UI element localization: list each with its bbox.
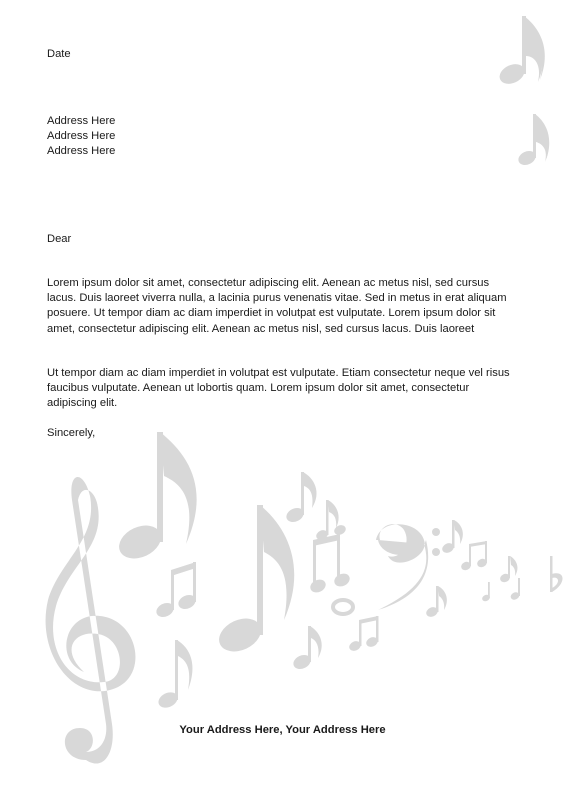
- eighth-note-icon: [156, 640, 193, 711]
- address-line: Address Here: [47, 115, 116, 127]
- beamed-notes-icon: [460, 541, 488, 572]
- eighth-note-icon: [441, 520, 463, 555]
- footer-address: [0, 724, 565, 736]
- eighth-note-icon: [284, 472, 316, 525]
- treble-clef-icon: [46, 477, 136, 764]
- eighth-note-icon: [425, 586, 447, 619]
- closing: Sincerely,: [47, 427, 96, 439]
- beamed-notes-icon: [154, 562, 198, 620]
- footer-address-text: Your Address Here, Your Address Here: [179, 724, 386, 736]
- bass-clef-icon: [376, 524, 440, 610]
- eighth-note-icon: [214, 505, 295, 658]
- eighth-note-icon: [114, 432, 197, 565]
- eighth-note-icon: [481, 578, 520, 602]
- beamed-notes-icon: [308, 500, 353, 614]
- date-label: Date: [47, 48, 71, 60]
- body-paragraph-1: Lorem ipsum dolor sit amet, consectetur adipiscing elit. Aenean ac metus nisl, sed cursus lacus. Duis laoreet viverra nulla, a lacinia purus venenatis vitae. Sed in metus in erat aliquam posuere. Ut tempor diam ac diam imperdiet in volutpat est vulputate. Lorem ipsum dolor sit amet, consectetur adipiscing elit. Aenean ac metus nisl, sed cursus lacus. Duis laoreet: [47, 277, 507, 335]
- address-line: Address Here: [47, 145, 116, 158]
- flat-icon: [550, 556, 563, 592]
- eighth-note-icon: [516, 114, 549, 168]
- address-line: Address Here: [47, 130, 116, 143]
- eighth-note-icon: [291, 626, 322, 672]
- eighth-note-icon: [496, 16, 544, 88]
- beamed-notes-icon: [348, 616, 380, 653]
- salutation: Dear: [47, 233, 72, 245]
- eighth-note-icon: [499, 556, 518, 584]
- recipient-address: [47, 114, 115, 160]
- body-paragraph-2: Ut tempor diam ac diam imperdiet in volutpat est vulputate. Etiam consectetur neque vel risus faucibus vulputate. Aenean ut lobortis quam. Lorem ipsum dolor sit amet, consectetur adipiscing elit.: [47, 367, 510, 410]
